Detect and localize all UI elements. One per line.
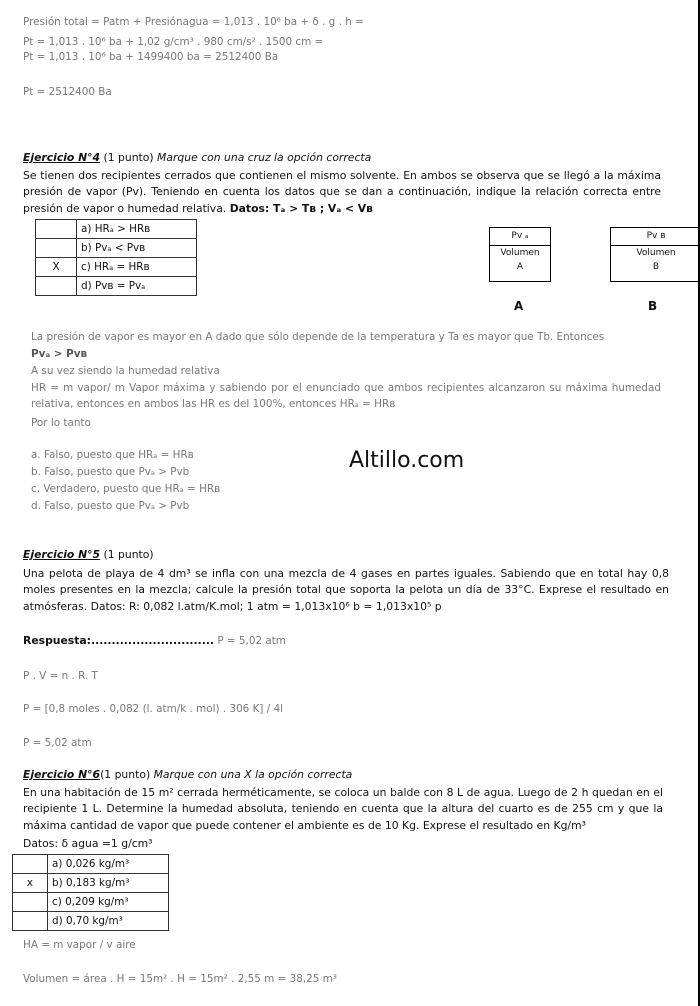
table-row [36, 239, 197, 258]
table-row [36, 277, 197, 296]
calc-line-4: Pt = 2512400 Ba [23, 86, 112, 98]
container-a-diagram [489, 227, 551, 282]
calc-line-3: Pt = 1,013 . 10⁶ ba + 1499400 ba = 2512400 Ba [23, 51, 279, 63]
ex4-opt-a: a) HRₐ > HRʙ [77, 220, 197, 239]
ex6-work-2: Volumen = área . H = 15m² . H = 15m² . 2,55 m = 38,25 m³ [23, 973, 337, 985]
ex4-answer-b: b. Falso, puesto que Pvₐ > Pvb [31, 466, 190, 478]
ex5-heading [23, 548, 154, 561]
ex5-points: (1 punto) [103, 548, 154, 561]
ex5-respuesta [23, 633, 286, 649]
ex4-answer-line-3: A su vez siendo la humedad relativa [31, 365, 220, 377]
table-row [13, 855, 169, 874]
ex6-heading [23, 768, 352, 781]
container-b-pv: Pv ʙ [611, 228, 700, 246]
container-a-label: A [514, 299, 524, 313]
ex4-answer-line-1: La presión de vapor es mayor en A dado que sólo depende de la temperatura y Ta es mayor que Tb. Entonces [31, 331, 605, 343]
ex6-opt-d: d) 0,70 kg/m³ [48, 912, 169, 931]
ex4-opt-c-mark[interactable]: X [36, 258, 77, 277]
ex4-title: Ejercicio N°4 [23, 151, 101, 164]
ex4-datos: Datos: Tₐ > Tʙ ; Vₐ < Vʙ [229, 201, 373, 215]
ex4-opt-c: c) HRₐ = HRʙ [77, 258, 197, 277]
ex6-instruction: Marque con una X la opción correcta [153, 768, 353, 781]
ex6-opt-d-mark[interactable] [13, 912, 48, 931]
table-row [36, 220, 197, 239]
ex6-title: Ejercicio N°6 [23, 768, 101, 781]
ex5-title: Ejercicio N°5 [23, 548, 101, 561]
ex6-opt-a: a) 0,026 kg/m³ [48, 855, 169, 874]
ex4-answer-d: d. Falso, puesto que Pvₐ > Pvb [31, 500, 190, 512]
ex5-body: Una pelota de playa de 4 dm³ se infla con una mezcla de 4 gases en partes iguales. Sabiendo que en total hay 0,8 moles presentes en la mezcla; calcule la presión total que soporta la pelota un día de 33°C. Exprese el resultado en atmósferas. Datos: R: 0,082 l.atm/K.mol; 1 atm = 1,013x10⁶ b = 1,013x10⁵ p [23, 567, 669, 613]
ex4-answer-line-5: Por lo tanto [31, 417, 91, 429]
ex4-heading [23, 151, 371, 164]
ex5-respuesta-label: Respuesta:.............................. [23, 634, 215, 647]
ex4-opt-d-mark[interactable] [36, 277, 77, 296]
ex4-opt-b-mark[interactable] [36, 239, 77, 258]
ex4-answer-line-2: Pvₐ > Pvʙ [31, 348, 88, 360]
ex5-work-1: P . V = n . R. T [23, 670, 98, 682]
ex4-points: (1 punto) [103, 151, 154, 164]
ex6-opt-c-mark[interactable] [13, 893, 48, 912]
ex4-body [23, 168, 661, 217]
table-row [13, 893, 169, 912]
ex4-opt-b: b) Pvₐ < Pvʙ [77, 239, 197, 258]
table-row [13, 874, 169, 893]
ex6-opt-a-mark[interactable] [13, 855, 48, 874]
ex5-work-3: P = 5,02 atm [23, 737, 92, 749]
ex5-work-2: P = [0,8 moles . 0,082 (l. atm/k . mol) . 306 K] / 4l [23, 703, 284, 715]
container-b-letter: B [652, 262, 660, 272]
container-a-letter: A [516, 262, 524, 272]
ex4-answer-c: c. Verdadero, puesto que HRₐ = HRʙ [31, 483, 221, 495]
ex6-datos: Datos: δ agua =1 g/cm³ [23, 837, 153, 850]
ex5-respuesta-value: P = 5,02 atm [214, 635, 286, 647]
ex6-opt-b-mark[interactable]: x [13, 874, 48, 893]
ex6-options-table [12, 854, 169, 931]
ex6-work-1: HA = m vapor / v aire [23, 939, 136, 951]
ex6-points: (1 punto) [100, 768, 151, 781]
ex4-options-table [35, 219, 197, 296]
ex4-instruction: Marque con una cruz la opción correcta [157, 151, 372, 164]
watermark-logo: Altillo.com [349, 448, 465, 473]
ex4-body-text: Se tienen dos recipientes cerrados que contienen el mismo solvente. En ambos se observa que se llegó a la máxima presión de vapor (Pv). Teniendo en cuenta los datos que se dan a continuación, indique la relación correcta entre presión de vapor o humedad relativa. [23, 169, 661, 215]
calc-line-2: Pt = 1,013 . 10⁶ ba + 1,02 g/cm³ . 980 cm/s² . 1500 cm = [23, 36, 324, 48]
ex4-opt-d: d) Pvʙ = Pvₐ [77, 277, 197, 296]
ex6-opt-b: b) 0,183 kg/m³ [48, 874, 169, 893]
container-b-volume: Volumen [636, 248, 676, 258]
container-b-label: B [648, 299, 658, 313]
container-a-volume: Volumen [500, 248, 540, 258]
table-row [13, 912, 169, 931]
container-a-pv: Pv ₐ [490, 228, 550, 246]
ex6-opt-c: c) 0,209 kg/m³ [48, 893, 169, 912]
calc-line-1: Presión total = Patm + Presiónagua = 1,013 . 10⁶ ba + δ . g . h = [23, 16, 364, 28]
container-b-diagram [610, 227, 700, 282]
table-row [36, 258, 197, 277]
ex6-body: En una habitación de 15 m² cerrada herméticamente, se coloca un balde con 8 L de agua. Luego de 2 h quedan en el recipiente 1 L. Determine la humedad absoluta, teniendo en cuenta que la altura del cuarto es de 255 cm y que la máxima cantidad de vapor que puede contener el ambiente es de 10 Kg. Exprese el resultado en Kg/m³ [23, 786, 663, 832]
ex4-opt-a-mark[interactable] [36, 220, 77, 239]
ex4-answer-a: a. Falso, puesto que HRₐ = HRʙ [31, 449, 194, 461]
ex4-answer-line-4: HR = m vapor/ m Vapor máxima y sabiendo por el enunciado que ambos recipientes alcanzaron su máxima humedad relativa, entonces en ambos las HR es del 100%, entonces HRₐ = HRʙ [31, 382, 661, 410]
